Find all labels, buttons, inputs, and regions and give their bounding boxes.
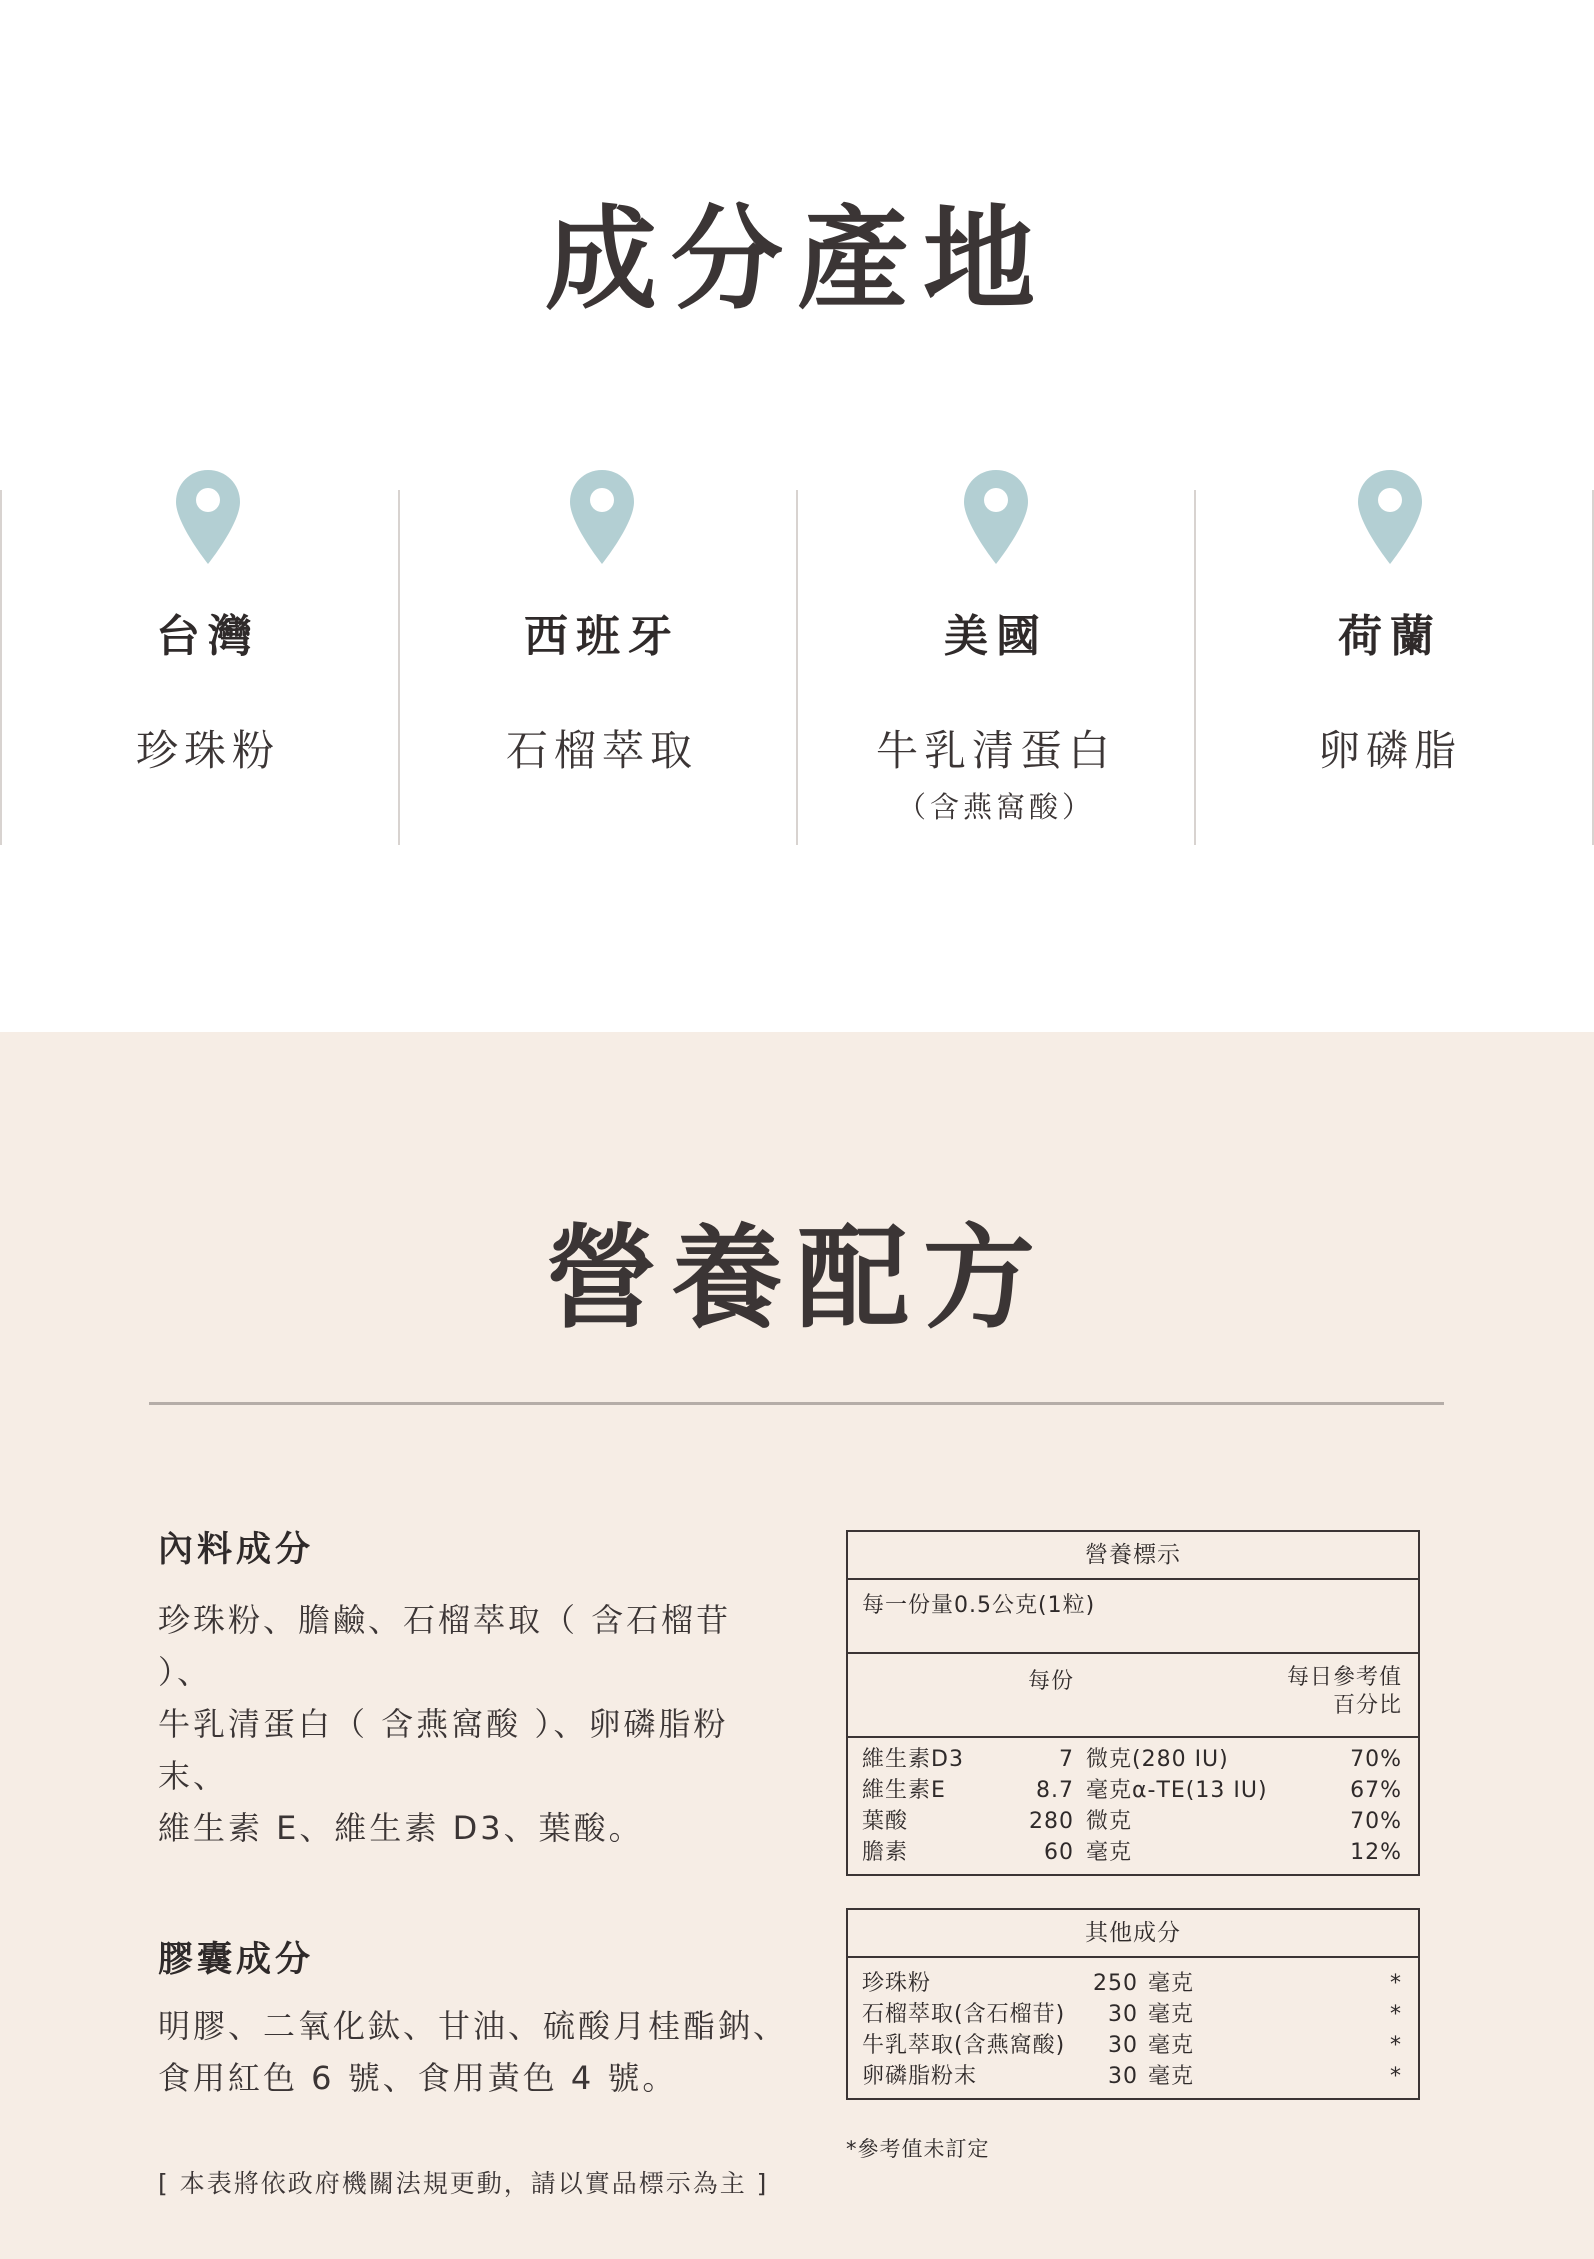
ingredient-note: （含燕窩酸） [896, 790, 1095, 824]
capsule-ingredients-line: 食用紅色 6 號、食用黃色 4 號。 [158, 2059, 678, 2097]
disclaimer: [ 本表將依政府機關法規更動，請以實品標示為主 ] [158, 2169, 769, 2198]
table-column-headers [848, 1654, 1418, 1738]
divider-line [398, 490, 400, 845]
nutrition-title: 營養配方 [545, 1214, 1049, 1344]
table-row: 珍珠粉 250 毫克 * [862, 1971, 1402, 1996]
origin-list [0, 490, 1594, 845]
nutrition-facts-title: 營養標示 [848, 1532, 1418, 1580]
country-name: 台灣 [156, 611, 260, 662]
nutrition-section [0, 1032, 1594, 2259]
location-pin-icon [962, 468, 1030, 566]
table-row: 卵磷脂粉末 30 毫克 * [862, 2064, 1402, 2089]
country-name: 荷蘭 [1338, 611, 1442, 662]
inner-ingredients-line: 牛乳清蛋白（ 含燕窩酸 ）、卵磷脂粉末、 [158, 1705, 729, 1795]
divider-line [0, 490, 2, 845]
table-row: 石榴萃取(含石榴苷) 30 毫克 * [862, 2002, 1402, 2027]
capsule-ingredients-heading: 膠囊成分 [158, 1940, 315, 1980]
nutrition-facts-table [846, 1530, 1420, 1876]
per-serving-header: 每份 [1028, 1669, 1075, 1694]
nutrient-rows [848, 1738, 1418, 1874]
inner-ingredients-heading: 內料成分 [158, 1530, 315, 1570]
capsule-ingredients-line: 明膠、二氧化鈦、甘油、硫酸月桂酯鈉、 [158, 2007, 789, 2045]
table-row: 牛乳萃取(含燕窩酸) 30 毫克 * [862, 2033, 1402, 2058]
ingredient-name: 牛乳清蛋白 [875, 726, 1116, 775]
country-name: 美國 [944, 611, 1048, 662]
divider-line [1194, 490, 1196, 845]
table-row: 維生素E 8.7 毫克α-TE(13 IU) 67% [862, 1778, 1402, 1803]
location-pin-icon [1356, 468, 1424, 566]
section-divider [149, 1402, 1444, 1405]
ingredient-name: 卵磷脂 [1317, 726, 1462, 775]
country-name: 西班牙 [524, 611, 680, 662]
other-ingredients-table [846, 1908, 1420, 2100]
ingredient-name: 石榴萃取 [505, 726, 698, 775]
serving-size: 每一份量0.5公克(1粒) [848, 1580, 1418, 1654]
location-pin-icon [174, 468, 242, 566]
ingredient-description [158, 1522, 798, 2200]
inner-ingredients-line: 維生素 E、維生素 D3、葉酸。 [158, 1809, 644, 1847]
location-pin-icon [568, 468, 636, 566]
other-ingredients-title: 其他成分 [848, 1910, 1418, 1958]
ingredient-name: 珍珠粉 [135, 726, 280, 775]
other-ingredient-rows [848, 1958, 1418, 2098]
table-row: 維生素D3 7 微克(280 IU) 70% [862, 1747, 1402, 1772]
daily-value-header: 每日參考值 百分比 [1286, 1665, 1402, 1718]
origin-title: 成分產地 [545, 195, 1049, 325]
footnote: *參考值未訂定 [846, 2137, 990, 2161]
table-row: 葉酸 280 微克 70% [862, 1809, 1402, 1834]
table-row: 膽素 60 毫克 12% [862, 1840, 1402, 1865]
inner-ingredients-line: 珍珠粉、膽鹼、石榴萃取（ 含石榴苷 ）、 [158, 1601, 732, 1691]
